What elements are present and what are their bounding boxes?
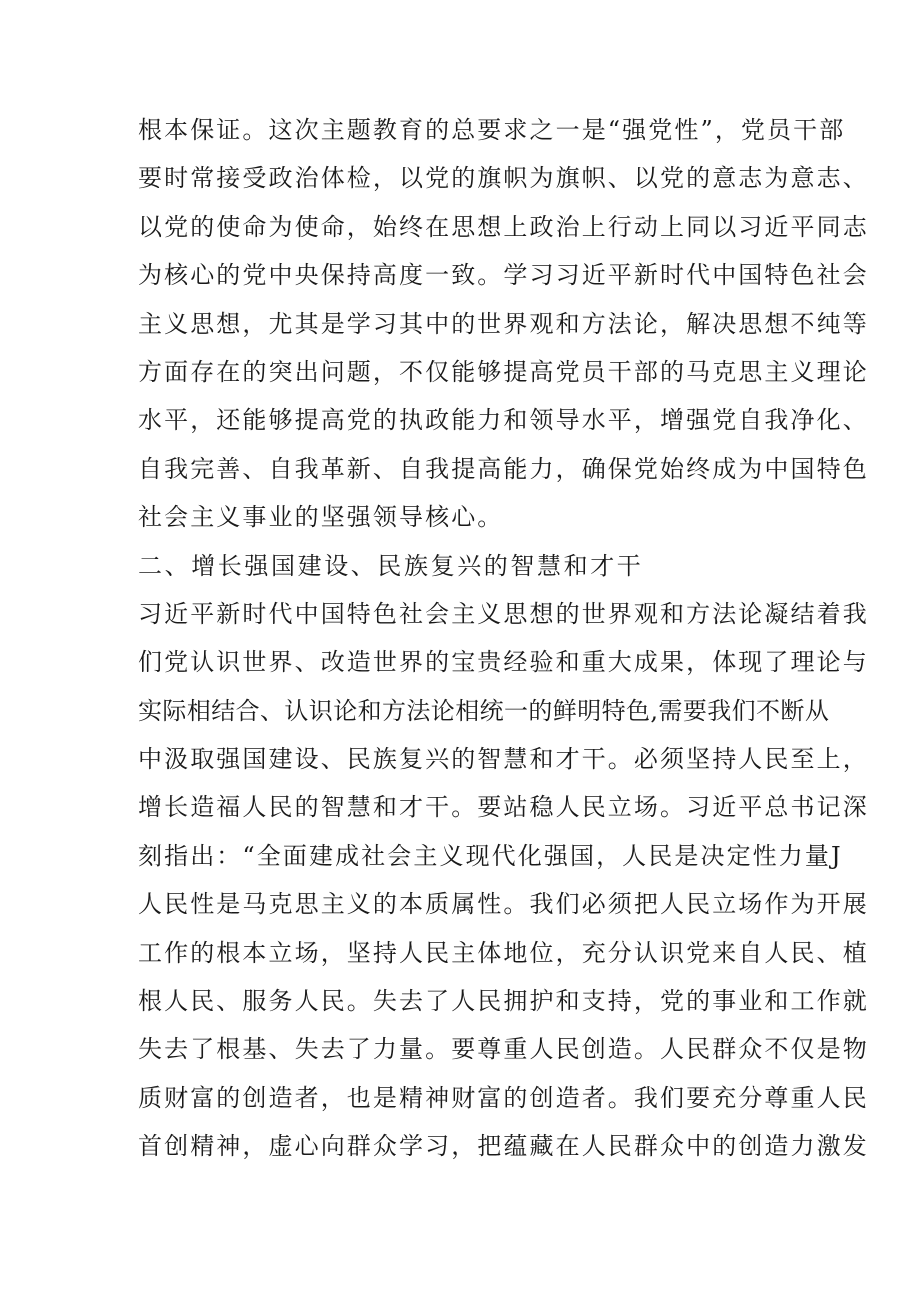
- paragraph-line: 社会主义事业的坚强领导核心。: [138, 503, 504, 532]
- document-body: [138, 106, 869, 1171]
- paragraph-line: 要时常接受政治体检，以党的旗帜为旗帜、以党的意志为意志、: [138, 164, 869, 193]
- paragraph-line: 以党的使命为使命，始终在思想上政治上行动上同以习近平同志: [138, 212, 869, 241]
- paragraph-line: 方面存在的突出问题，不仅能够提高党员干部的马克思主义理论: [138, 357, 869, 386]
- paragraph-line: 失去了根基、失去了力量。要尊重人民创造。人民群众不仅是物: [138, 1035, 869, 1064]
- paragraph-line: 习近平新时代中国特色社会主义思想的世界观和方法论凝结着我: [138, 599, 869, 628]
- paragraph-line: 质财富的创造者，也是精神财富的创造者。我们要充分尊重人民: [138, 1083, 869, 1112]
- paragraph-line: 刻指出：“全面建成社会主义现代化强国，人民是决定性力量J: [138, 841, 843, 870]
- paragraph-line: 水平，还能够提高党的执政能力和领导水平，增强党自我净化、: [138, 406, 869, 435]
- paragraph-line: 主义思想，尤其是学习其中的世界观和方法论，解决思想不纯等: [138, 309, 869, 338]
- section-heading: 二、增长强国建设、民族复兴的智慧和才干: [138, 551, 644, 580]
- paragraph-line: 根人民、服务人民。失去了人民拥护和支持，党的事业和工作就: [138, 987, 869, 1016]
- paragraph-line: 们党认识世界、改造世界的宝贵经验和重大成果，体现了理论与: [138, 648, 869, 677]
- paragraph-line: 中汲取强国建设、民族复兴的智慧和才干。必须坚持人民至上，: [138, 745, 869, 774]
- paragraph-line: 人民性是马克思主义的本质属性。我们必须把人民立场作为开展: [138, 890, 869, 919]
- paragraph-line: 自我完善、自我革新、自我提高能力，确保党始终成为中国特色: [138, 454, 869, 483]
- paragraph-line: 首创精神，虚心向群众学习，把蕴藏在人民群众中的创造力激发: [138, 1132, 869, 1161]
- paragraph-line: 为核心的党中央保持高度一致。学习习近平新时代中国特色社会: [138, 261, 869, 290]
- paragraph-line: 根本保证。这次主题教育的总要求之一是“强党性”，党员干部: [138, 116, 846, 144]
- paragraph-line: 实际相结合、认识论和方法论相统一的鲜明特色,需要我们不断从: [138, 696, 830, 725]
- paragraph-line: 增长造福人民的智慧和才干。要站稳人民立场。习近平总书记深: [138, 793, 869, 822]
- paragraph-line: 工作的根本立场，坚持人民主体地位，充分认识党来自人民、植: [138, 938, 869, 967]
